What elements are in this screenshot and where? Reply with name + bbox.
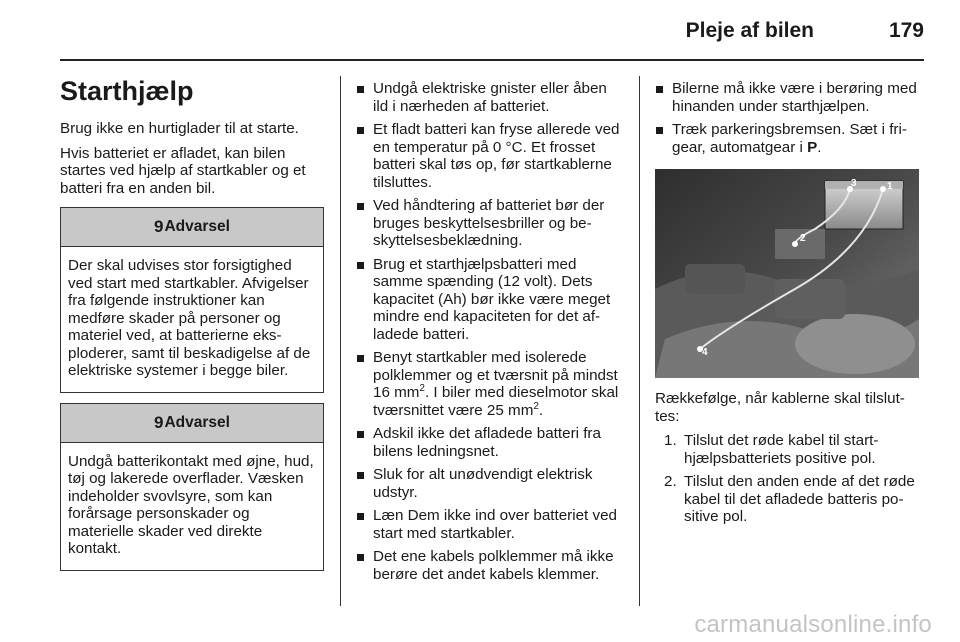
step-item [655, 473, 923, 526]
warning-header [61, 404, 323, 443]
callout-3: 3 [851, 178, 857, 189]
intro-paragraph-2: Hvis batteriet er afladet, kan bilen startes ved hjælp af startkabler og et batteri fra en anden bil. [60, 144, 306, 197]
gear-letter: P [807, 138, 818, 156]
connection-steps [655, 432, 923, 526]
column-divider [340, 76, 341, 606]
section-title: Starthjælp [60, 76, 194, 106]
jump-start-illustration [655, 169, 919, 378]
header-rule [60, 59, 924, 61]
warning-text: Undgå batterikontakt med øjne, hud, tøj og lakerede overflader. Væsken indeholder svovlsyre, som kan forårsage personskader og materielle skader ved direkte kontakt. [68, 452, 314, 557]
step-item [655, 432, 923, 467]
cable-text-post: . [538, 401, 544, 419]
watermark: carmanualsonline.info [694, 611, 932, 638]
cable-text-mid: . I biler med dieselmotor skal tværsnittet være 25 mm [373, 384, 619, 419]
warning-title: Advarsel [164, 218, 230, 236]
list-item [655, 121, 923, 156]
page-number: 179 [888, 19, 924, 42]
step-number: 2. [664, 473, 677, 490]
warning-icon: 9 [154, 217, 164, 237]
gear-text: Træk parkeringsbremsen. Sæt i frigear, automatgear i [672, 121, 907, 156]
list-item: Undgå elektriske gnister eller åben ild i nærheden af batteriet. [356, 80, 624, 115]
list-item: Sluk for alt unødvendigt elektrisk udstyr. [356, 466, 624, 501]
preparation-list [655, 80, 923, 156]
warning-icon: 9 [154, 412, 164, 432]
list-item: Ved håndtering af batteriet bør der bruges beskyttelsesbriller og beskyttelsesbeklædning. [356, 197, 624, 250]
precaution-list [356, 80, 624, 583]
step-text: Tilslut det røde kabel til starthjælpsbatteriets positive pol. [684, 432, 879, 467]
page-header [60, 0, 924, 60]
warning-box [60, 403, 324, 571]
column-divider [639, 76, 640, 606]
list-item: Bilerne må ikke være i berøring med hinanden under starthjælpen. [655, 80, 923, 115]
warning-header [61, 208, 323, 247]
column-2 [356, 80, 624, 589]
list-item [356, 349, 624, 419]
column-1 [60, 76, 324, 571]
list-item: Læn Dem ikke ind over batteriet ved start med startkabler. [356, 507, 624, 542]
callout-2: 2 [800, 233, 806, 244]
list-item: Brug et starthjælpsbatteri med samme spænding (12 volt). Dets kapacitet (Ah) bør ikke være meget mindre end kapaciteten for det afladede batteri. [356, 256, 624, 344]
gear-text-end: . [817, 138, 822, 156]
step-text: Tilslut den anden ende af det røde kabel til det afladede batteris positive pol. [684, 473, 915, 525]
intro-paragraph-1: Brug ikke en hurtiglader til at starte. [60, 120, 299, 137]
step-number: 1. [664, 432, 677, 449]
sequence-intro: Rækkefølge, når kablerne skal tilsluttes: [655, 390, 905, 425]
header-title: Pleje af bilen [685, 19, 814, 42]
superscript: 2 [419, 382, 425, 394]
superscript: 2 [533, 400, 539, 412]
callout-1: 1 [887, 181, 893, 192]
warning-text: Der skal udvises stor forsigtighed ved start med startkabler. Afvigelser fra følgende instruktioner kan medføre skader på personer og materiel ved, at batterierne eksploderer, samt til beskadigelse af de elektriske systemer i begge biler. [68, 257, 311, 379]
cable-text-pre: Benyt startkabler med isolerede polklemmer og et tværsnit på mindst 16 mm [373, 349, 618, 401]
callout-4: 4 [702, 347, 708, 358]
list-item: Det ene kabels polklemmer må ikke berøre det andet kabels klemmer. [356, 548, 624, 583]
list-item: Et fladt batteri kan fryse allerede ved en temperatur på 0 °C. Et frosset batteri skal tøs op, før startkablerne tilsluttes. [356, 121, 624, 191]
column-3 [655, 80, 923, 532]
list-item: Adskil ikke det afladede batteri fra bilens ledningsnet. [356, 425, 624, 460]
engine-bay-image [655, 169, 919, 378]
warning-box [60, 207, 324, 393]
warning-title: Advarsel [164, 413, 230, 431]
